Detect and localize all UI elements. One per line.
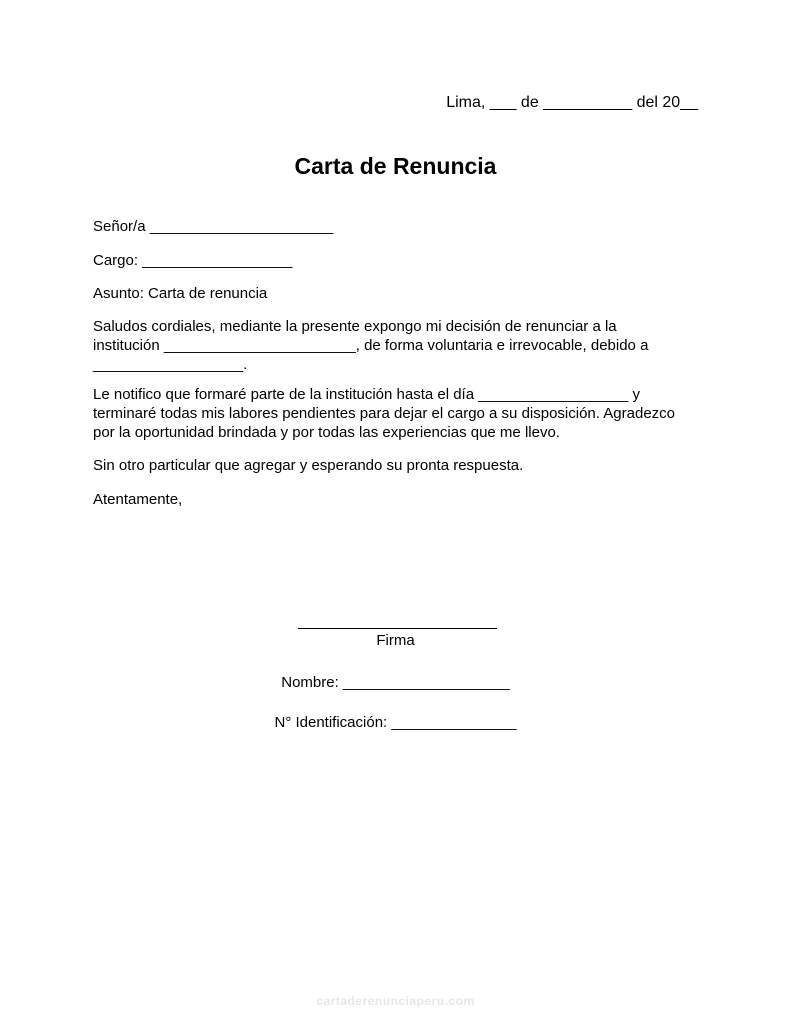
paragraph-intro-line: Saludos cordiales, mediante la presente expongo mi decisión de renunciar a la bbox=[93, 318, 617, 335]
paragraph-notice-line: por la oportunidad brindada y por todas las experiencias que me llevo. bbox=[93, 424, 560, 441]
date-line: Lima, ___ de __________ del 20__ bbox=[446, 94, 698, 111]
paragraph-intro bbox=[93, 317, 713, 374]
paragraph-intro-line: institución _______________________, de forma voluntaria e irrevocable, debido a bbox=[93, 337, 649, 354]
signature-label: Firma bbox=[376, 632, 415, 649]
signature-line bbox=[298, 628, 497, 629]
closing-salutation: Atentamente, bbox=[93, 491, 183, 508]
paragraph-notice bbox=[93, 385, 713, 442]
paragraph-closing-remark: Sin otro particular que agregar y esperando su pronta respuesta. bbox=[93, 457, 524, 474]
name-line: Nombre: ____________________ bbox=[281, 674, 510, 691]
paragraph-notice-line: terminaré todas mis labores pendientes para dejar el cargo a su disposición. Agradezco bbox=[93, 405, 675, 422]
paragraph-notice-line: Le notifico que formaré parte de la institución hasta el día __________________ y bbox=[93, 386, 641, 403]
position-line: Cargo: __________________ bbox=[93, 252, 293, 269]
letter-title: Carta de Renuncia bbox=[294, 153, 497, 179]
subject-line: Asunto: Carta de renuncia bbox=[93, 285, 268, 302]
watermark: cartaderenunciaperu.com bbox=[316, 994, 475, 1008]
id-line: N° Identificación: _______________ bbox=[274, 714, 517, 731]
paragraph-intro-line: __________________. bbox=[93, 356, 248, 373]
recipient-line: Señor/a ______________________ bbox=[93, 218, 334, 235]
